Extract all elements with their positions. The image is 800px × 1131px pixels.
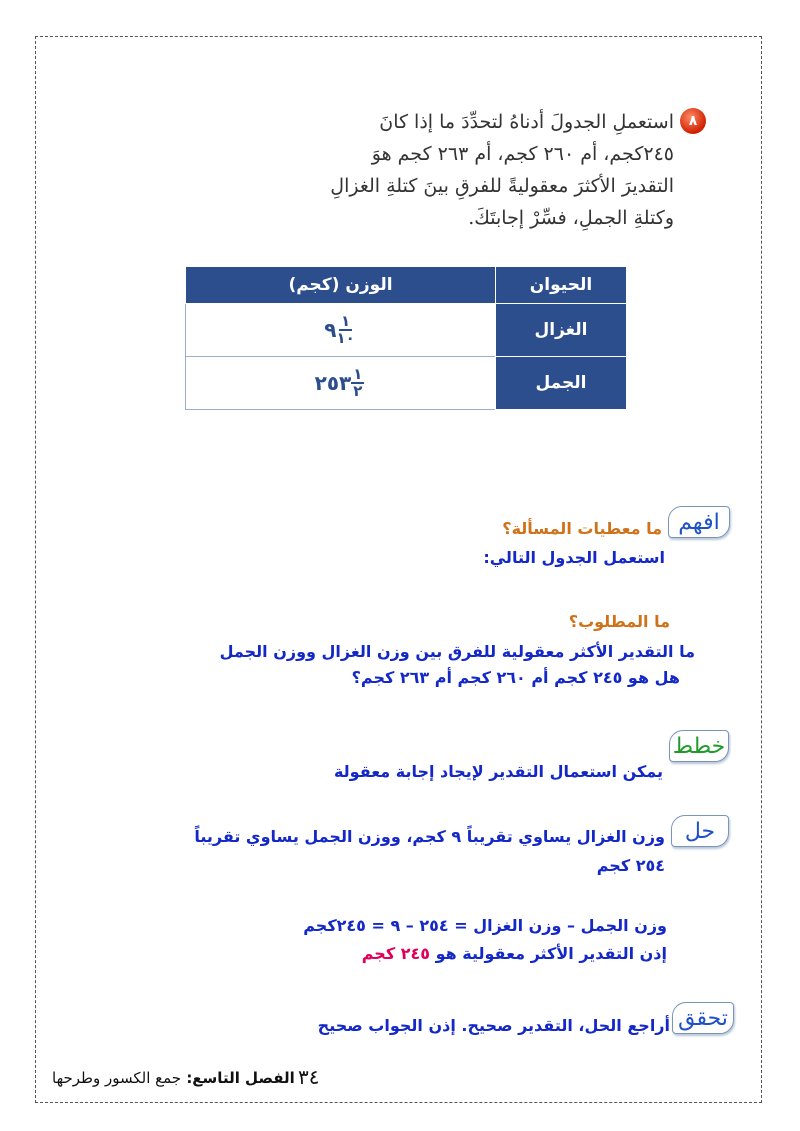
solve-line-2: ٢٥٤ كجم (596, 856, 665, 875)
fraction-denominator: ٢ (353, 382, 363, 400)
animal-cell: الغزال (496, 304, 627, 357)
table-row (186, 304, 627, 357)
weight-cell (186, 304, 496, 357)
weight-cell (186, 357, 496, 410)
problem-number-badge: ٨ (680, 108, 706, 134)
solve-conclusion (362, 944, 667, 963)
chapter-title: جمع الكسور وطرحها (52, 1069, 182, 1087)
problem-line-4: وكتلةِ الجملِ، فسِّرْ إجابتَكَ. (468, 207, 674, 229)
header-weight: الوزن (كجم) (186, 267, 496, 304)
check-tag: تحقق (672, 1002, 734, 1034)
fraction-denominator: ١٠ (336, 329, 355, 347)
weight-fraction (336, 314, 354, 346)
required-answer-line-1: ما التقدير الأكثر معقولية للفرق بين وزن الغزال ووزن الجمل (219, 642, 695, 661)
required-answer-line-2: هل هو ٢٤٥ كجم أم ٢٦٠ كجم أم ٢٦٣ كجم؟ (351, 668, 680, 687)
solve-line-1: وزن الغزال يساوي تقريباً ٩ كجم، ووزن الجمل يساوي تقريباً (194, 827, 665, 846)
required-question: ما المطلوب؟ (568, 612, 670, 631)
plan-tag: خطط (669, 730, 729, 762)
header-animal: الحيوان (496, 267, 627, 304)
solve-equation: وزن الجمل – وزن الغزال = ٢٥٤ – ٩ = ٢٤٥كجم (303, 916, 667, 935)
table-row (186, 357, 627, 410)
animal-cell: الجمل (496, 357, 627, 410)
fraction-numerator: ١ (353, 365, 363, 383)
weights-table (185, 266, 627, 410)
solve-tag: حل (671, 815, 729, 847)
problem-line-2: ٢٤٥كجم، أم ٢٦٠ كجم، أم ٢٦٣ كجم هوَ (371, 143, 674, 165)
chapter-label: الفصل التاسع: (186, 1069, 295, 1087)
weight-fraction (351, 367, 364, 399)
conclusion-answer: ٢٤٥ كجم (361, 944, 430, 963)
fraction-numerator: ١ (341, 312, 351, 330)
problem-statement (204, 106, 674, 234)
table-header-row (186, 267, 627, 304)
page-number: ٣٤ (298, 1065, 320, 1089)
weight-whole: ٢٥٣ (314, 371, 352, 395)
givens-question: ما معطيات المسألة؟ (502, 519, 662, 538)
givens-answer: استعمل الجدول التالي: (483, 548, 665, 567)
weight-whole: ٩ (324, 318, 337, 342)
chapter-footer (52, 1069, 295, 1087)
understand-tag: افهم (668, 506, 730, 538)
problem-line-3: التقديرَ الأكثرَ معقوليةً للفرقِ بينَ كتلةِ الغزالِ (330, 175, 674, 197)
check-text: أراجع الحل، التقدير صحيح. إذن الجواب صحيح (317, 1016, 670, 1035)
plan-text: يمكن استعمال التقدير لإيجاد إجابة معقولة (333, 762, 663, 781)
conclusion-prefix: إذن التقدير الأكثر معقولية هو (435, 944, 667, 963)
problem-line-1: استعملِ الجدولَ أدناهُ لتحدِّدَ ما إذا كانَ (379, 111, 674, 133)
